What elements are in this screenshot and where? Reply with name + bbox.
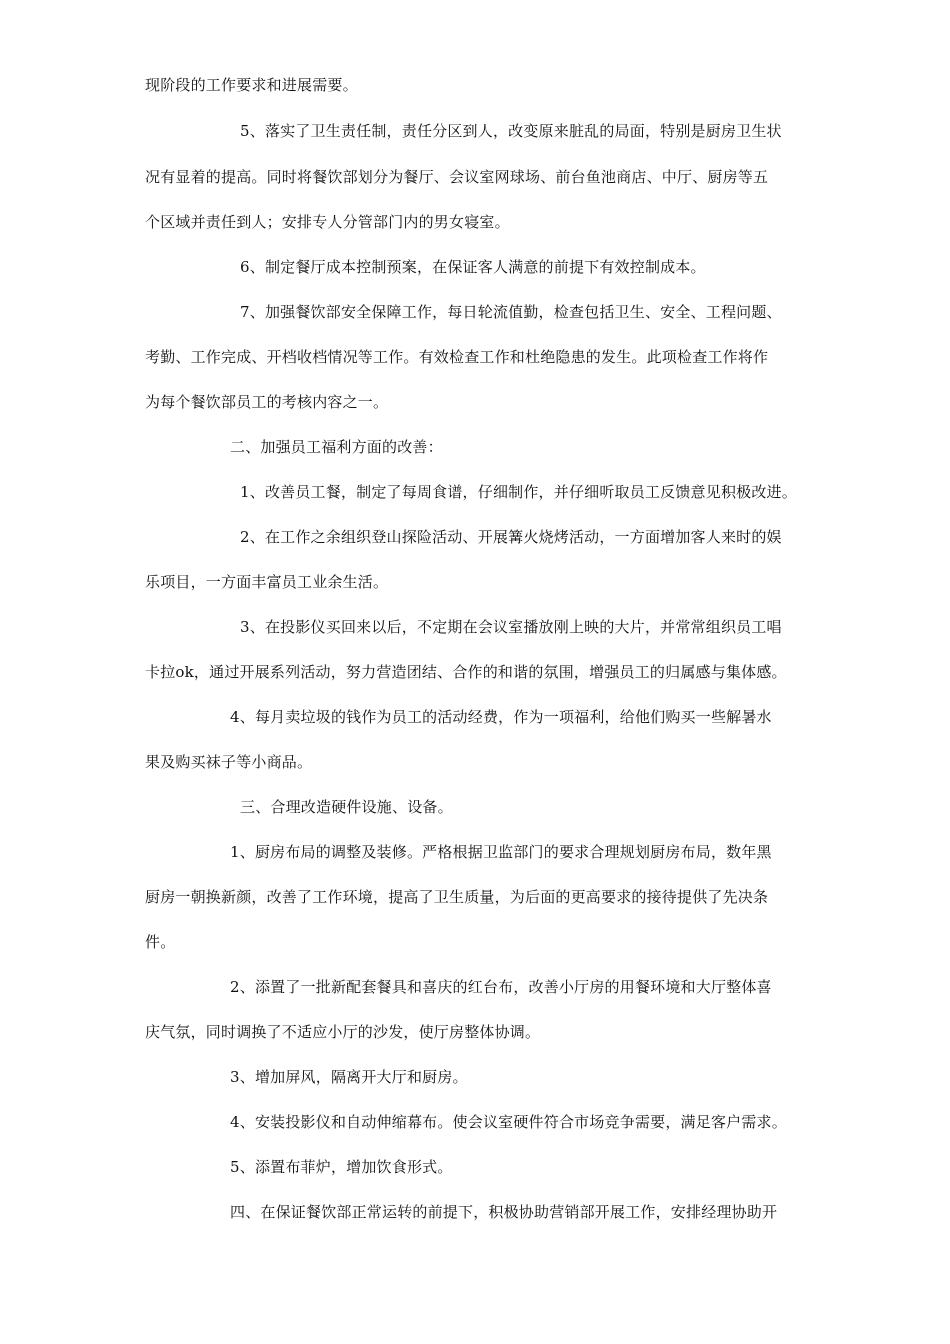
text-line: 考勤、工作完成、开档收档情况等工作。有效检查工作和杜绝隐患的发生。此项检查工作将作 — [145, 348, 769, 366]
text-line: 1、厨房布局的调整及装修。严格根据卫监部门的要求合理规划厨房布局，数年黑 — [230, 843, 772, 861]
text-line: 庆气氛，同时调换了不适应小厅的沙发，使厅房整体协调。 — [145, 1023, 541, 1041]
text-line: 3、在投影仪买回来以后，不定期在会议室播放刚上映的大片，并常常组织员工唱 — [240, 618, 782, 636]
text-line: 厨房一朝换新颜，改善了工作环境，提高了卫生质量，为后面的更高要求的接待提供了先决条 — [145, 888, 769, 906]
text-line: 卡拉ok，通过开展系列活动，努力营造团结、合作的和谐的氛围，增强员工的归属感与集体感。 — [145, 663, 787, 681]
text-line: 5、落实了卫生责任制，责任分区到人，改变原来脏乱的局面，特别是厨房卫生状 — [240, 122, 782, 140]
text-line: 5、添置布菲炉，增加饮食形式。 — [230, 1158, 453, 1176]
text-line: 乐项目，一方面丰富员工业余生活。 — [145, 573, 389, 591]
text-line: 3、增加屏风，隔离开大厅和厨房。 — [230, 1068, 468, 1086]
text-line: 2、添置了一批新配套餐具和喜庆的红台布，改善小厅房的用餐环境和大厅整体喜 — [230, 978, 772, 996]
text-line: 4、每月卖垃圾的钱作为员工的活动经费，作为一项福利，给他们购买一些解暑水 — [230, 708, 772, 726]
text-line: 况有显着的提高。同时将餐饮部划分为餐厅、会议室网球场、前台鱼池商店、中厅、厨房等五 — [145, 168, 769, 186]
text-line: 4、安装投影仪和自动伸缩幕布。使会议室硬件符合市场竞争需要，满足客户需求。 — [230, 1113, 787, 1131]
text-line: 个区域并责任到人；安排专人分管部门内的男女寝室。 — [145, 213, 510, 231]
section-heading: 四、在保证餐饮部正常运转的前提下，积极协助营销部开展工作，安排经理协助开 — [230, 1203, 778, 1221]
text-line: 1、改善员工餐，制定了每周食谱，仔细制作，并仔细听取员工反馈意见积极改进。 — [240, 483, 797, 501]
section-heading: 二、加强员工福利方面的改善： — [230, 438, 443, 456]
text-line: 现阶段的工作要求和进展需要。 — [145, 76, 358, 94]
text-line: 2、在工作之余组织登山探险活动、开展篝火烧烤活动，一方面增加客人来时的娱 — [240, 528, 782, 546]
text-line: 果及购买袜子等小商品。 — [145, 753, 313, 771]
text-line: 7、加强餐饮部安全保障工作，每日轮流值勤，检查包括卫生、安全、工程问题、 — [240, 303, 782, 321]
text-line: 6、制定餐厅成本控制预案，在保证客人满意的前提下有效控制成本。 — [240, 258, 706, 276]
text-line: 件。 — [145, 933, 176, 951]
text-line: 为每个餐饮部员工的考核内容之一。 — [145, 393, 389, 411]
section-heading: 三、合理改造硬件设施、设备。 — [240, 798, 453, 816]
